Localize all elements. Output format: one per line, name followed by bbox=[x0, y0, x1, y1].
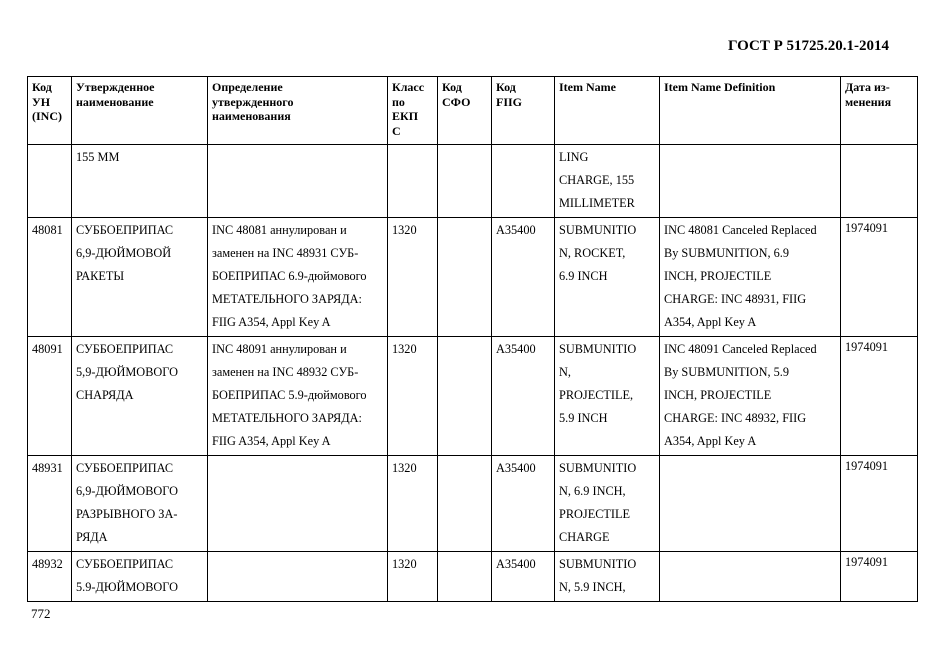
approved-name-cell bbox=[72, 456, 208, 552]
cell-text-line: INCH, PROJECTILE bbox=[664, 269, 772, 283]
header-label-line: С bbox=[392, 123, 401, 138]
item-name-definition-cell bbox=[660, 145, 841, 218]
document-id: ГОСТ Р 51725.20.1-2014 bbox=[727, 38, 889, 54]
header-approved-name bbox=[72, 77, 208, 145]
cell-text-line: МЕТАТЕЛЬНОГО ЗАРЯДА: bbox=[212, 292, 362, 306]
class-cell: 1320 bbox=[388, 456, 438, 552]
change-date-cell: 1974091 bbox=[841, 456, 918, 552]
change-date-cell bbox=[841, 145, 918, 218]
cell-text-line: PROJECTILE bbox=[559, 507, 631, 521]
inc-cell: 48931 bbox=[28, 456, 72, 552]
header-label-line: УН bbox=[32, 94, 51, 109]
header-label-line: наименования bbox=[212, 109, 291, 123]
header-label-line: (INC) bbox=[32, 109, 62, 123]
sfo-code-cell bbox=[438, 552, 492, 602]
item-name-definition-cell bbox=[660, 337, 841, 456]
fiig-code-cell: A35400 bbox=[492, 552, 555, 602]
header-label-line: FIIG bbox=[496, 94, 523, 109]
classification-table bbox=[27, 76, 918, 602]
table-row bbox=[28, 337, 918, 456]
cell-text-line: РАКЕТЫ bbox=[76, 269, 125, 283]
header-item-name bbox=[555, 77, 660, 145]
cell-text-line: N, bbox=[559, 365, 571, 379]
cell-text-line: 6.9 INCH bbox=[559, 269, 608, 283]
header-label-line: ЕКП bbox=[392, 109, 419, 123]
item-name-cell bbox=[555, 145, 660, 218]
header-label-line: Определение bbox=[212, 80, 283, 94]
name-definition-cell bbox=[208, 145, 388, 218]
cell-text-line: INC 48081 Canceled Replaced bbox=[664, 223, 817, 237]
approved-name-cell bbox=[72, 145, 208, 218]
fiig-code-cell bbox=[492, 145, 555, 218]
header-label-line: Код bbox=[442, 80, 462, 94]
cell-text-line: SUBMUNITIO bbox=[559, 461, 637, 475]
cell-text-line: By SUBMUNITION, 6.9 bbox=[664, 246, 790, 260]
inc-cell: 48081 bbox=[28, 218, 72, 337]
cell-text-line: By SUBMUNITION, 5.9 bbox=[664, 365, 790, 379]
header-label-line: менения bbox=[845, 94, 892, 109]
item-name-definition-cell bbox=[660, 218, 841, 337]
cell-text-line: БОЕПРИПАС 5.9-дюймового bbox=[212, 388, 367, 402]
cell-text-line: FIIG A354, Appl Key A bbox=[212, 315, 331, 329]
cell-text-line: MILLIMETER bbox=[559, 196, 635, 210]
cell-text-line: СУББОЕПРИПАС bbox=[76, 461, 174, 475]
cell-text-line: LING bbox=[559, 150, 589, 164]
item-name-cell bbox=[555, 218, 660, 337]
approved-name-cell bbox=[72, 218, 208, 337]
cell-text-line: N, 6.9 INCH, bbox=[559, 484, 626, 498]
table-row bbox=[28, 456, 918, 552]
cell-text-line: СУББОЕПРИПАС bbox=[76, 223, 174, 237]
cell-text-line: N, 5.9 INCH, bbox=[559, 580, 626, 594]
cell-text-line: INC 48091 Canceled Replaced bbox=[664, 342, 817, 356]
cell-text-line: SUBMUNITIO bbox=[559, 223, 637, 237]
header-label-line: наименование bbox=[76, 94, 154, 109]
class-cell bbox=[388, 145, 438, 218]
table-header-row bbox=[28, 77, 918, 145]
sfo-code-cell bbox=[438, 145, 492, 218]
fiig-code-cell: A35400 bbox=[492, 337, 555, 456]
cell-text-line: CHARGE, 155 bbox=[559, 173, 635, 187]
item-name-definition-cell bbox=[660, 552, 841, 602]
item-name-cell bbox=[555, 552, 660, 602]
cell-text-line: INC 48091 аннулирован и bbox=[212, 342, 347, 356]
cell-text-line: CHARGE: INC 48932, FIIG bbox=[664, 411, 807, 425]
header-label-line: Утвержденное bbox=[76, 80, 155, 94]
cell-text-line: СУББОЕПРИПАС bbox=[76, 342, 174, 356]
cell-text-line: 6,9-ДЮЙМОВОГО bbox=[76, 484, 178, 498]
header-fiig-code bbox=[492, 77, 555, 145]
header-name-definition bbox=[208, 77, 388, 145]
item-name-cell bbox=[555, 337, 660, 456]
header-label-line: Item Name Definition bbox=[664, 80, 776, 94]
cell-text-line: 5,9-ДЮЙМОВОГО bbox=[76, 365, 178, 379]
cell-text-line: FIIG A354, Appl Key A bbox=[212, 434, 331, 448]
cell-text-line: РЯДА bbox=[76, 530, 108, 544]
cell-text-line: A354, Appl Key A bbox=[664, 315, 757, 329]
item-name-definition-cell bbox=[660, 456, 841, 552]
sfo-code-cell bbox=[438, 456, 492, 552]
cell-text-line: A354, Appl Key A bbox=[664, 434, 757, 448]
header-label-line: Код bbox=[496, 80, 516, 94]
cell-text-line: СНАРЯДА bbox=[76, 388, 134, 402]
header-class bbox=[388, 77, 438, 145]
fiig-code-cell: A35400 bbox=[492, 218, 555, 337]
class-cell: 1320 bbox=[388, 218, 438, 337]
header-label-line: утвержденного bbox=[212, 94, 294, 109]
class-cell: 1320 bbox=[388, 337, 438, 456]
change-date-cell: 1974091 bbox=[841, 552, 918, 602]
name-definition-cell bbox=[208, 218, 388, 337]
cell-text-line: 6,9-ДЮЙМОВОЙ bbox=[76, 246, 172, 260]
table-row bbox=[28, 552, 918, 602]
item-name-cell bbox=[555, 456, 660, 552]
inc-cell: 48091 bbox=[28, 337, 72, 456]
cell-text-line: БОЕПРИПАС 6.9-дюймового bbox=[212, 269, 367, 283]
name-definition-cell bbox=[208, 456, 388, 552]
table-row bbox=[28, 145, 918, 218]
cell-text-line: SUBMUNITIO bbox=[559, 342, 637, 356]
header-item-name-definition bbox=[660, 77, 841, 145]
header-label-line: Дата из- bbox=[845, 80, 890, 94]
cell-text-line: CHARGE: INC 48931, FIIG bbox=[664, 292, 807, 306]
cell-text-line: INCH, PROJECTILE bbox=[664, 388, 772, 402]
approved-name-cell bbox=[72, 337, 208, 456]
inc-cell: 48932 bbox=[28, 552, 72, 602]
cell-text-line: заменен на INC 48932 СУБ- bbox=[212, 365, 359, 379]
cell-text-line: заменен на INC 48931 СУБ- bbox=[212, 246, 359, 260]
header-label-line: Item Name bbox=[559, 80, 616, 94]
cell-text-line: СУББОЕПРИПАС bbox=[76, 557, 174, 571]
cell-text-line: N, ROCKET, bbox=[559, 246, 626, 260]
cell-text-line: 5.9-ДЮЙМОВОГО bbox=[76, 580, 178, 594]
header-label-line: Класс bbox=[392, 80, 425, 94]
header-inc bbox=[28, 77, 72, 145]
inc-cell bbox=[28, 145, 72, 218]
approved-name-cell bbox=[72, 552, 208, 602]
table-row bbox=[28, 218, 918, 337]
header-label-line: СФО bbox=[442, 94, 471, 109]
class-cell: 1320 bbox=[388, 552, 438, 602]
sfo-code-cell bbox=[438, 337, 492, 456]
page-number: 772 bbox=[31, 606, 51, 621]
change-date-cell: 1974091 bbox=[841, 337, 918, 456]
header-change-date bbox=[841, 77, 918, 145]
cell-text-line: РАЗРЫВНОГО ЗА- bbox=[76, 507, 178, 521]
cell-text-line: CHARGE bbox=[559, 530, 610, 544]
cell-text-line: МЕТАТЕЛЬНОГО ЗАРЯДА: bbox=[212, 411, 362, 425]
cell-text-line: 155 ММ bbox=[76, 150, 120, 164]
header-sfo-code bbox=[438, 77, 492, 145]
name-definition-cell bbox=[208, 337, 388, 456]
header-label-line: Код bbox=[32, 80, 52, 94]
change-date-cell: 1974091 bbox=[841, 218, 918, 337]
cell-text-line: INC 48081 аннулирован и bbox=[212, 223, 347, 237]
cell-text-line: 5.9 INCH bbox=[559, 411, 608, 425]
cell-text-line: SUBMUNITIO bbox=[559, 557, 637, 571]
sfo-code-cell bbox=[438, 218, 492, 337]
fiig-code-cell: A35400 bbox=[492, 456, 555, 552]
header-label-line: по bbox=[392, 94, 405, 109]
name-definition-cell bbox=[208, 552, 388, 602]
cell-text-line: PROJECTILE, bbox=[559, 388, 634, 402]
